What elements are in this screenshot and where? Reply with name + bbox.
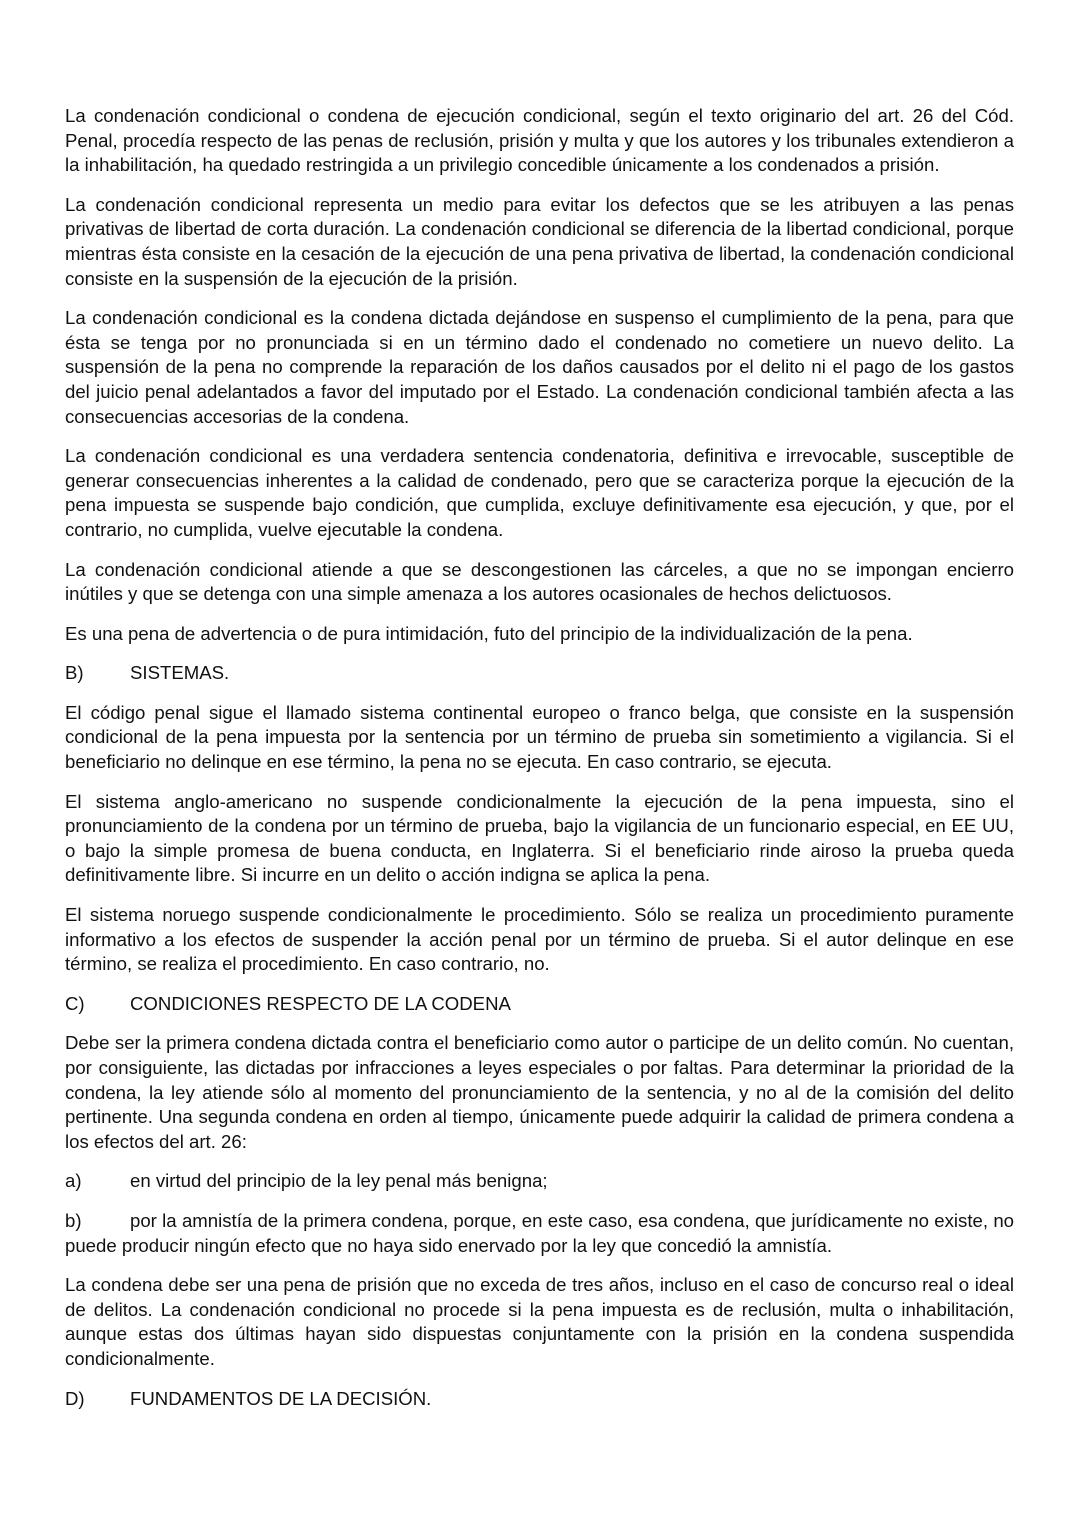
section-heading-d <box>65 1387 1014 1412</box>
list-marker: b) <box>65 1209 82 1231</box>
section-title: SISTEMAS. <box>130 662 230 684</box>
paragraph: El sistema noruego suspende condicionalmente le procedimiento. Sólo se realiza un procedimiento puramente informativo a los efectos de suspender la acción penal por un término de prueba. Si el autor delinque en ese término, se realiza el procedimiento. En caso contrario, no. <box>65 904 1014 975</box>
list-item <box>65 1169 1014 1194</box>
paragraph: Debe ser la primera condena dictada contra el beneficiario como autor o participe de un delito común. No cuentan, por consiguiente, las dictadas por infracciones a leyes especiales o por faltas. Para determinar la prioridad de la condena, la ley atiende sólo al momento del pronunciamiento de la sentencia, y no al de la comisión del delito pertinente. Una segunda condena en orden al tiempo, únicamente puede adquirir la calidad de primera condena a los efectos del art. 26: <box>65 1032 1014 1152</box>
section-marker: B) <box>65 662 84 684</box>
list-text: en virtud del principio de la ley penal más benigna; <box>130 1170 548 1192</box>
paragraph: La condena debe ser una pena de prisión que no exceda de tres años, incluso en el caso de concurso real o ideal de delitos. La condenación condicional no procede si la pena impuesta es de reclusión, multa o inhabilitación, aunque estas dos últimas hayan sido dispuestas conjuntamente con la prisión en la condena suspendida condicionalmente. <box>65 1274 1014 1369</box>
paragraph: La condenación condicional es una verdadera sentencia condenatoria, definitiva e irrevocable, susceptible de generar consecuencias inherentes a la calidad de condenado, pero que se caracteriza porque la ejecución de la pena impuesta se suspende bajo condición, que cumplida, excluye definitivamente esa ejecución, y que, por el contrario, no cumplida, vuelve ejecutable la condena. <box>65 445 1014 540</box>
document-page <box>65 104 1014 1426</box>
paragraph: El sistema anglo-americano no suspende condicionalmente la ejecución de la pena impuesta, sino el pronunciamiento de la condena por un término de prueba, bajo la vigilancia de un funcionario especial, en EE UU, o bajo la simple promesa de buena conducta, en Inglaterra. Si el beneficiario rinde airoso la prueba queda definitivamente libre. Si incurre en un delito o acción indigna se aplica la pena. <box>65 790 1014 886</box>
list-item <box>65 1209 1014 1258</box>
list-text: por la amnistía de la primera condena, porque, en este caso, esa condena, que jurídicamente no existe, no puede producir ningún efecto que no haya sido enervado por la ley que concedió la amnistía. <box>65 1209 1014 1256</box>
paragraph: La condenación condicional representa un medio para evitar los defectos que se les atribuyen a las penas privativas de libertad de corta duración. La condenación condicional se diferencia de la libertad condicional, porque mientras ésta consiste en la cesación de la ejecución de una pena privativa de libertad, la condenación condicional consiste en la suspensión de la ejecución de la prisión. <box>65 193 1014 289</box>
paragraph: La condenación condicional es la condena dictada dejándose en suspenso el cumplimiento de la pena, para que ésta se tenga por no pronunciada si en un término dado el condenado no cometiere un nuevo delito. La suspensión de la pena no comprende la reparación de los daños causados por el delito ni el pago de los gastos del juicio penal adelantados a favor del imputado por el Estado. La condenación condicional también afecta a las consecuencias accesorias de la condena. <box>65 307 1014 427</box>
section-title: CONDICIONES RESPECTO DE LA CODENA <box>130 992 511 1014</box>
paragraph: La condenación condicional o condena de ejecución condicional, según el texto originario del art. 26 del Cód. Penal, procedía respecto de las penas de reclusión, prisión y multa y que los autores y los tribunales extendieron a la inhabilitación, ha quedado restringida a un privilegio concedible únicamente a los condenados a prisión. <box>65 105 1014 176</box>
section-heading-b <box>65 661 1014 686</box>
section-marker: C) <box>65 992 85 1014</box>
paragraph: La condenación condicional atiende a que se descongestionen las cárceles, a que no se impongan encierro inútiles y que se detenga con una simple amenaza a los autores ocasionales de hechos delictuosos. <box>65 558 1014 605</box>
section-marker: D) <box>65 1387 85 1409</box>
list-marker: a) <box>65 1170 82 1192</box>
paragraph: El código penal sigue el llamado sistema continental europeo o franco belga, que consiste en la suspensión condicional de la pena impuesta por la sentencia por un término de prueba sin sometimiento a vigilancia. Si el beneficiario no delinque en ese término, la pena no se ejecuta. En caso contrario, se ejecuta. <box>65 701 1014 773</box>
section-title: FUNDAMENTOS DE LA DECISIÓN. <box>130 1387 432 1409</box>
section-heading-c <box>65 992 1014 1017</box>
paragraph: Es una pena de advertencia o de pura intimidación, futo del principio de la individualización de la pena. <box>65 622 913 644</box>
